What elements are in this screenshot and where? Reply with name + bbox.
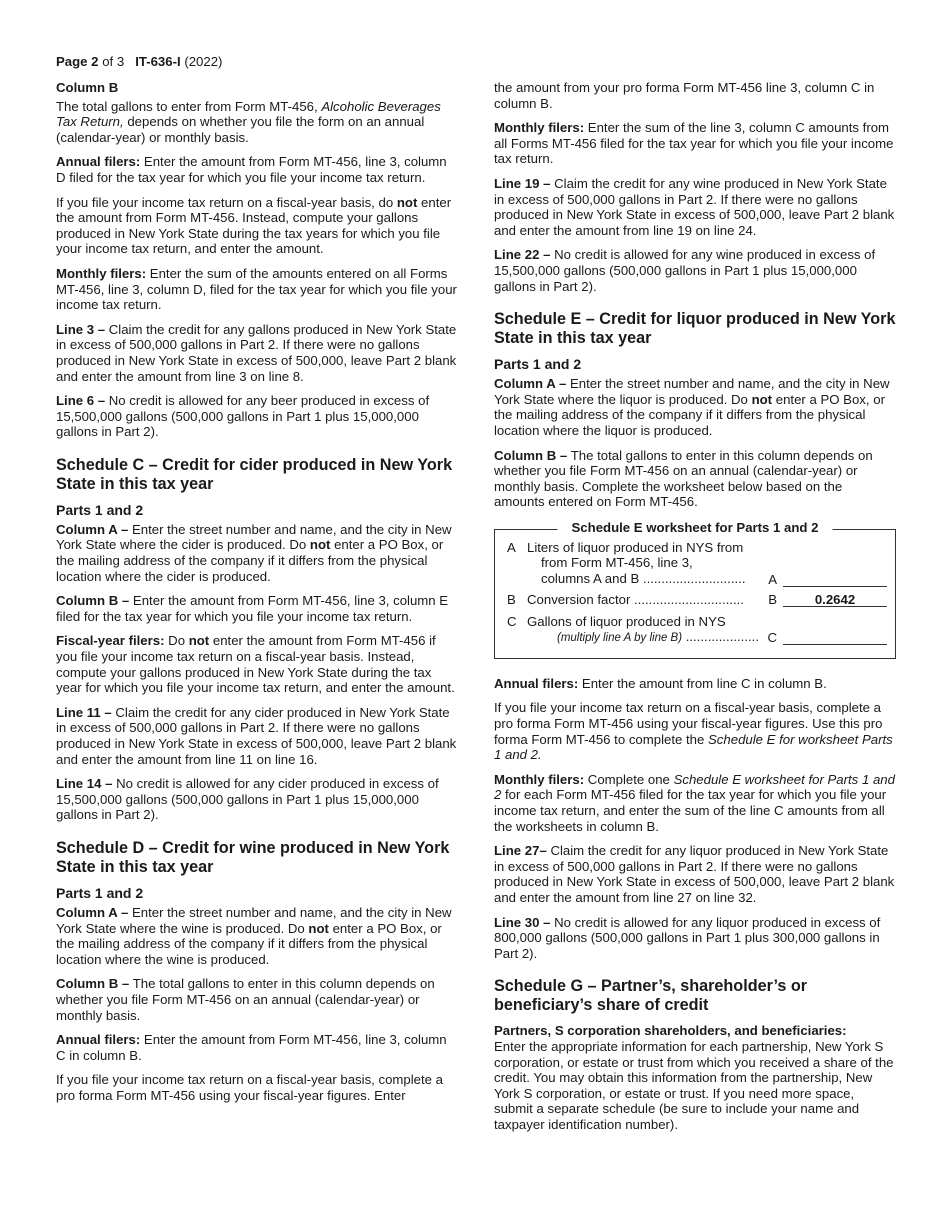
d-annual-para: Annual filers: Enter the amount from Form MT-456, line 3, column C in column B. bbox=[56, 1032, 447, 1063]
form-year: (2022) bbox=[180, 54, 223, 69]
line-c-input[interactable] bbox=[783, 630, 887, 645]
column-b-intro: The total gallons to enter from Form MT-456, Alcoholic Beverages Tax Return, depends on whether you file the form on an annual (calendar-year) or monthly basis. bbox=[56, 98, 441, 145]
left-column bbox=[56, 80, 458, 1113]
line-a-input[interactable] bbox=[783, 572, 887, 587]
e-column-b-para: Column B – The total gallons to enter in this column depends on whether you file Form MT-456 on an annual (calendar-year) or monthly basis. Complete the worksheet below based on the amounts entered on Form MT-456. bbox=[494, 447, 873, 510]
line-27-para: Line 27– Claim the credit for any liquor produced in New York State in excess of 500,000 gallons in Part 2. If there were no gallons produced in New York State in excess of 500,000, leave Part 2 blank and enter the amount from line 27 on line 32. bbox=[494, 843, 895, 905]
worksheet-title: Schedule E worksheet for Parts 1 and 2 bbox=[558, 520, 833, 536]
d-column-a-para: Column A – Enter the street number and name, and the city in New York State where the wine is produced. Do not enter a PO Box, or the mailing address of the company if it differs from the physical location where the wine is produced. bbox=[56, 904, 452, 967]
d-fiscal-para: If you file your income tax return on a fiscal-year basis, complete a pro forma Form MT-456 using your fiscal-year figures. Enter bbox=[56, 1072, 444, 1103]
c-column-b-para: Column B – Enter the amount from Form MT-456, line 3, column E filed for the tax year for which you file your income tax return. bbox=[56, 593, 449, 624]
e-column-a-para: Column A – Enter the street number and name, and the city in New York State where the liquor is produced. Do not enter a PO Box, or the mailing address of the company if it differs from the physical location where the liquor is produced. bbox=[494, 376, 890, 438]
page-number: Page 2 bbox=[56, 54, 99, 69]
row-b-letter: B bbox=[768, 591, 777, 607]
schedule-c-parts: Parts 1 and 2 bbox=[56, 501, 144, 518]
monthly-filers-para: Monthly filers: Enter the sum of the amounts entered on all Forms MT-456, line 3, column D, filed for the tax year for which you file your income tax return. bbox=[56, 265, 457, 313]
row-b-label: B bbox=[507, 591, 516, 607]
column-b-heading: Column B bbox=[56, 80, 119, 95]
line-14-para: Line 14 – No credit is allowed for any cider produced in excess of 15,500,000 gallons (500,000 gallons in Part 1 plus 15,000,000 gallons in Part 2). bbox=[56, 776, 439, 823]
d-fiscal-continued: the amount from your pro forma Form MT-456 line 3, column C in column B. bbox=[494, 80, 875, 111]
line-22-para: Line 22 – No credit is allowed for any wine produced in excess of 15,500,000 gallons (500,000 gallons in Part 1 plus 15,000,000 gallons in Part 2). bbox=[494, 247, 876, 294]
e-fiscal-para: If you file your income tax return on a fiscal-year basis, complete a pro forma Form MT-456 using your fiscal-year figures. Use this pro forma Form MT-456 to complete the Schedule E for worksheet Parts 1 and 2. bbox=[494, 700, 893, 763]
row-c-label: C bbox=[507, 613, 517, 629]
page-total: of 3 bbox=[98, 54, 125, 69]
schedule-d-title: Schedule D – Credit for wine produced in New York State in this tax year bbox=[56, 838, 450, 876]
row-a-label: A bbox=[507, 539, 516, 555]
worksheet-row-a: A Liters of liquor produced in NYS from from Form MT-456, line 3, columns A and B ............................ A bbox=[507, 540, 891, 588]
d-column-b-para: Column B – The total gallons to enter in this column depends on whether you file Form MT-456 on an annual (calendar-year) or monthly basis. bbox=[56, 976, 435, 1023]
line-30-para: Line 30 – No credit is allowed for any liquor produced in excess of 800,000 gallons (500,000 gallons in Part 1 plus 300,000 gallons in Part 2). bbox=[494, 914, 881, 961]
right-column bbox=[494, 80, 896, 1142]
schedule-e-worksheet bbox=[494, 519, 896, 659]
c-column-a-para: Column A – Enter the street number and name, and the city in New York State where the cider is produced. Do not enter a PO Box, or the mailing address of the company if it differs from the physical location where the cider is produced. bbox=[56, 521, 452, 584]
schedule-g-title: Schedule G – Partner’s, shareholder’s or beneficiary’s share of credit bbox=[494, 977, 808, 1015]
page-header bbox=[56, 54, 222, 70]
worksheet-row-b: B Conversion factor .............................. B 0.2642 bbox=[507, 592, 891, 612]
line-6-para: Line 6 – No credit is allowed for any beer produced in excess of 15,500,000 gallons (500,000 gallons in Part 1 plus 15,000,000 gallons in Part 2). bbox=[56, 393, 430, 440]
schedule-d-parts: Parts 1 and 2 bbox=[56, 884, 144, 901]
e-monthly-para: Monthly filers: Complete one Schedule E worksheet for Parts 1 and 2 for each Form MT-456 filed for the tax year for which you file your income tax return, and enter the sum of the line C amounts from all the worksheets in column B. bbox=[494, 771, 895, 834]
annual-filers-para: Annual filers: Enter the amount from Form MT-456, line 3, column D filed for the tax year for which you file your income tax return. bbox=[56, 154, 447, 185]
line-3-para: Line 3 – Claim the credit for any gallons produced in New York State in excess of 500,000 gallons in Part 2. If there were no gallons produced in New York State in excess of 500,000, leave Part 2 blank and enter the amount from line 3 on line 8. bbox=[56, 321, 457, 384]
row-c-letter: C bbox=[767, 629, 777, 645]
worksheet-row-c: C Gallons of liquor produced in NYS (multiply line A by line B) .................... C bbox=[507, 614, 891, 648]
form-id: IT-636-I bbox=[135, 54, 181, 69]
schedule-e-title: Schedule E – Credit for liquor produced in New York State in this tax year bbox=[494, 310, 896, 348]
line-11-para: Line 11 – Claim the credit for any cider produced in New York State in excess of 500,000 gallons in Part 2. If there were no gallons produced in New York State in excess of 500,000, leave Part 2 blank and enter the amount from line 11 on line 16. bbox=[56, 704, 457, 767]
d-monthly-para: Monthly filers: Enter the sum of the line 3, column C amounts from all Forms MT-456 filed for the tax year for which you file your income tax return. bbox=[494, 120, 894, 167]
conversion-factor-value: 0.2642 bbox=[783, 592, 887, 607]
g-para: Partners, S corporation shareholders, and beneficiaries: Enter the appropriate information for each partnership, New York S corporation, or estate or trust from which you received a share of the credit. You may obtain this information from the partnership, New York S corporation, or estate or trust. If you need more space, submit a separate schedule (be sure to include your name and taxpayer identification number). bbox=[494, 1023, 894, 1132]
line-19-para: Line 19 – Claim the credit for any wine produced in New York State in excess of 500,000 gallons in Part 2. If there were no gallons produced in New York State in excess of 500,000, leave Part 2 blank and enter the amount from line 19 on line 24. bbox=[494, 175, 895, 238]
fiscal-year-para: If you file your income tax return on a fiscal-year basis, do not enter the amount from Form MT-456. Instead, compute your gallons produced in New York State during the tax years for which you file your income tax return, and enter the amount. bbox=[56, 194, 452, 257]
e-annual-para: Annual filers: Enter the amount from line C in column B. bbox=[494, 675, 827, 691]
schedule-e-parts: Parts 1 and 2 bbox=[494, 356, 582, 373]
row-a-letter: A bbox=[768, 571, 777, 587]
c-fiscal-para: Fiscal-year filers: Do not enter the amount from Form MT-456 if you file your income tax return on a fiscal-year basis. Instead, compute your gallons produced in New York State during the tax year for which you file your income tax return, and enter the amount. bbox=[56, 633, 455, 696]
schedule-c-title: Schedule C – Credit for cider produced in New York State in this tax year bbox=[56, 455, 453, 493]
